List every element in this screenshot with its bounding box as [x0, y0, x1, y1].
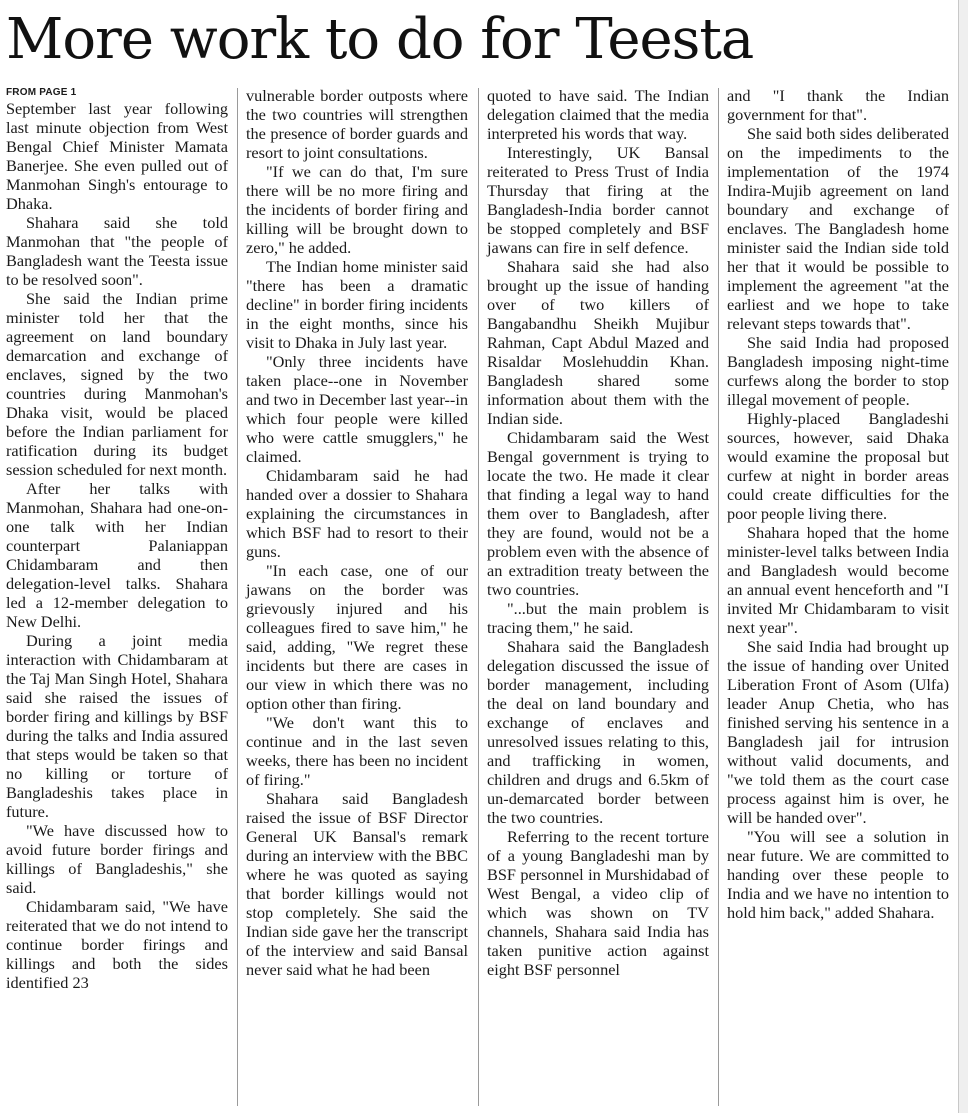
paragraph: Chidambaram said the West Bengal government is trying to locate the two. He made it clear that finding a legal way to hand them over to Bangladesh, after they are found, would not be a problem even with the absence of an extradition treaty between the two countries.	[487, 428, 709, 599]
paragraph: and "I thank the Indian government for that".	[727, 86, 949, 124]
paragraph: She said both sides deliberated on the impediments to the implementation of the 1974 Indira-Mujib agreement on land boundary and exchange of enclaves. The Bangladesh home minister said the Indian side told her that it would be possible to implement the agreement "at the earliest and we hope to take relevant steps towards that".	[727, 124, 949, 333]
paragraph: Shahara said she had also brought up the issue of handing over of two killers of Bangabandhu Sheikh Mujibur Rahman, Capt Abdul Mazed and Risaldar Moslehuddin Khan. Bangladesh shared some information about them with the Indian side.	[487, 257, 709, 428]
paragraph: "In each case, one of our jawans on the border was grievously injured and his colleagues fired to save him," he said, adding, "We regret these incidents but there are cases in our view in which there was no option other than firing.	[246, 561, 468, 713]
paragraph: Shahara said Bangladesh raised the issue of BSF Director General UK Bansal's remark during an interview with the BBC where he was quoted as saying that border killings would not stop completely. She said the Indian side gave her the transcript of the interview and said Bansal never said what he had been	[246, 789, 468, 979]
paragraph: During a joint media interaction with Chidambaram at the Taj Man Singh Hotel, Shahara said she raised the issues of border firing and killings by BSF during the talks and India assured that steps would be taken so that no killing or torture of Bangladeshis takes place in future.	[6, 631, 228, 821]
paragraph: "If we can do that, I'm sure there will be no more firing and the incidents of border firing and killing will be brought down to zero," he added.	[246, 162, 468, 257]
paragraph: quoted to have said. The Indian delegation claimed that the media interpreted his words that way.	[487, 86, 709, 143]
paragraph: Shahara said the Bangladesh delegation discussed the issue of border management, including the deal on land boundary and exchange of enclaves and unresolved issues relating to this, and trafficking in women, children and drugs and 6.5km of un-demarcated border between the two countries.	[487, 637, 709, 827]
paragraph: Highly-placed Bangladeshi sources, however, said Dhaka would examine the proposal but curfew at night in border areas could create difficulties for the poor people living there.	[727, 409, 949, 523]
paragraph: Chidambaram said he had handed over a dossier to Shahara explaining the circumstances in which BSF had to resort to their guns.	[246, 466, 468, 561]
paragraph: Shahara said she told Manmohan that "the people of Bangladesh want the Teesta issue to be resolved soon".	[6, 213, 228, 289]
paragraph: "You will see a solution in near future. We are committed to handing over these people to India and we have no intention to hold him back," added Shahara.	[727, 827, 949, 922]
paragraph: She said the Indian prime minister told her that the agreement on land boundary demarcation and exchange of enclaves, signed by the two countries during Manmohan's Dhaka visit, would be placed before the Indian parliament for ratification during its budget session scheduled for next month.	[6, 289, 228, 479]
paragraph: Referring to the recent torture of a young Bangladeshi man by BSF personnel in Murshidabad of West Bengal, a video clip of which was shown on TV channels, Shahara said India has taken punitive action against eight BSF personnel	[487, 827, 709, 979]
paragraph: vulnerable border outposts where the two countries will strengthen the presence of border guards and resort to joint consultations.	[246, 86, 468, 162]
paragraph: Chidambaram said, "We have reiterated that we do not intend to continue border firings and killings and both the sides identified 23	[6, 897, 228, 992]
paragraph: She said India had brought up the issue of handing over United Liberation Front of Asom (Ulfa) leader Anup Chetia, who has finished serving his sentence in a Bangladesh jail for intrusion without valid documents, and "we told them as the court case process against him is over, he will be handed over".	[727, 637, 949, 827]
column-divider	[718, 88, 719, 1106]
paragraph: Interestingly, UK Bansal reiterated to Press Trust of India Thursday that firing at the Bangladesh-India border cannot be stopped completely and BSF jawans can fire in self defence.	[487, 143, 709, 257]
article-column-3	[487, 86, 709, 979]
article-column-4	[727, 86, 949, 922]
article-column-2	[246, 86, 468, 979]
paragraph: "We don't want this to continue and in the last seven weeks, there has been no incident of firing."	[246, 713, 468, 789]
paragraph: Shahara hoped that the home minister-level talks between India and Bangladesh would become an annual event henceforth and "I invited Mr Chidambaram to visit next year".	[727, 523, 949, 637]
paragraph: September last year following last minute objection from West Bengal Chief Minister Mamata Banerjee. She even pulled out of Manmohan Singh's entourage to Dhaka.	[6, 99, 228, 213]
article-column-1	[6, 86, 228, 992]
page-edge	[958, 0, 968, 1113]
paragraph: "...but the main problem is tracing them," he said.	[487, 599, 709, 637]
paragraph: She said India had proposed Bangladesh imposing night-time curfews along the border to stop illegal movement of people.	[727, 333, 949, 409]
column-divider	[237, 88, 238, 1106]
paragraph: After her talks with Manmohan, Shahara had one-on-one talk with her Indian counterpart Palaniappan Chidambaram and then delegation-level talks. Shahara led a 12-member delegation to New Delhi.	[6, 479, 228, 631]
paragraph: The Indian home minister said "there has been a dramatic decline" in border firing incidents in the eight months, since his visit to Dhaka in July last year.	[246, 257, 468, 352]
from-page-kicker: FROM PAGE 1	[6, 87, 77, 98]
paragraph: "Only three incidents have taken place--one in November and two in December last year--in which four people were killed who were cattle smugglers," he claimed.	[246, 352, 468, 466]
headline: More work to do for Teesta	[6, 7, 754, 72]
column-divider	[478, 88, 479, 1106]
paragraph: "We have discussed how to avoid future border firings and killings of Bangladeshis," she said.	[6, 821, 228, 897]
